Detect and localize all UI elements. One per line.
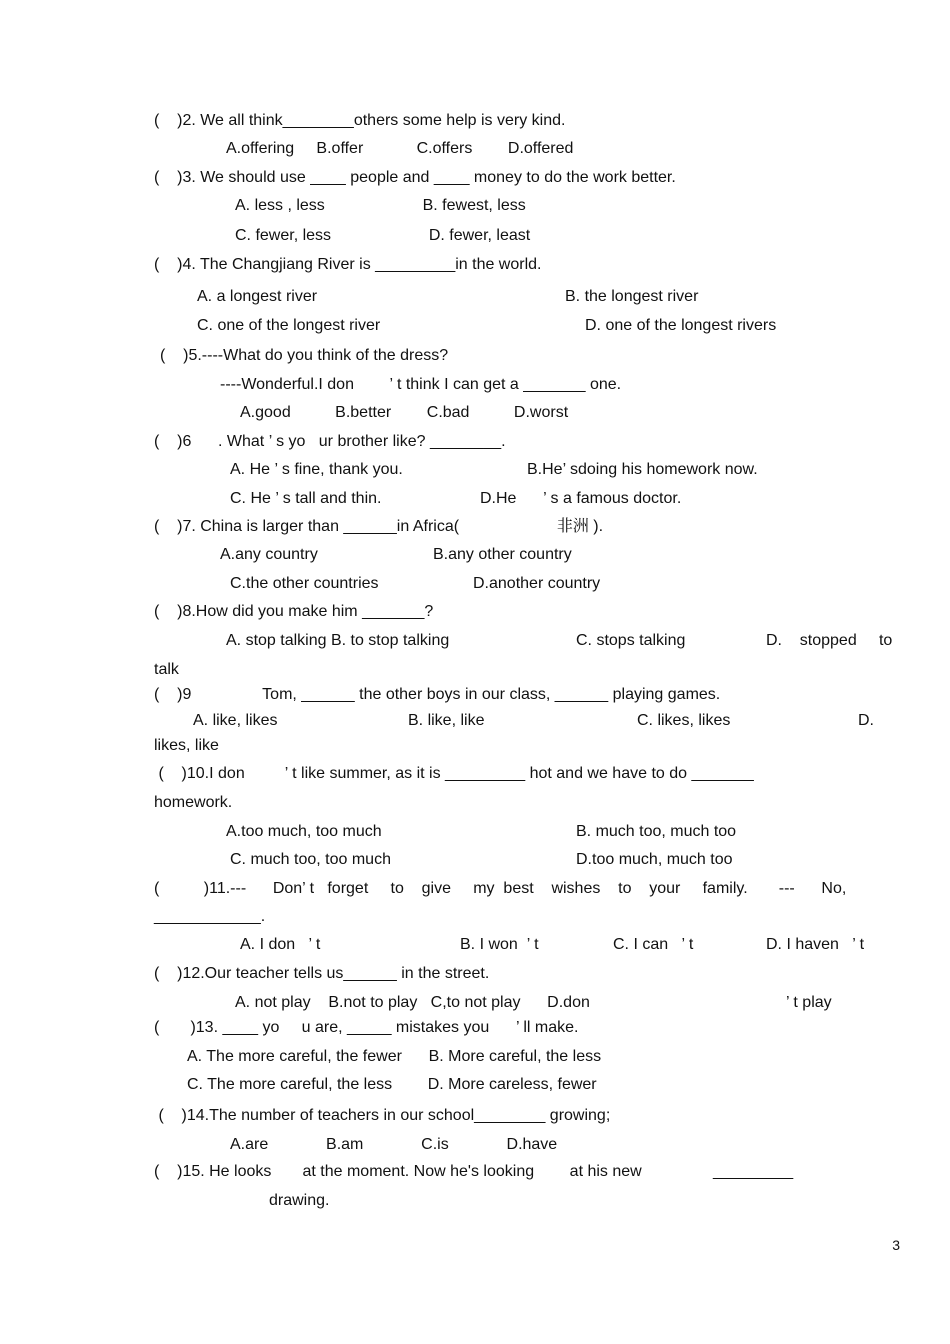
question-4-option-d: D. one of the longest rivers bbox=[585, 317, 777, 334]
page-number: 3 bbox=[892, 1237, 900, 1253]
question-6: ( )6 . What ’ s yo ur brother like? ________. bbox=[154, 433, 506, 450]
question-15-cont: drawing. bbox=[269, 1192, 330, 1209]
question-2: ( )2. We all think________others some help is very kind. bbox=[154, 112, 566, 129]
question-9-option-c: C. likes, likes bbox=[637, 712, 731, 729]
question-11-blank: ____________. bbox=[154, 908, 266, 925]
question-10-option-a: A.too much, too much bbox=[226, 823, 382, 840]
question-9-option-b: B. like, like bbox=[408, 712, 485, 729]
question-11-option-c: C. I can ’ t bbox=[613, 936, 694, 953]
question-8: ( )8.How did you make him _______? bbox=[154, 603, 434, 620]
question-15: ( )15. He looks at the moment. Now he's looking at his new bbox=[154, 1163, 642, 1180]
question-4-option-b: B. the longest river bbox=[565, 288, 699, 305]
question-4-option-c: C. one of the longest river bbox=[197, 317, 381, 334]
question-10-option-b: B. much too, much too bbox=[576, 823, 737, 840]
question-6-option-c: C. He ’ s tall and thin. bbox=[230, 490, 382, 507]
question-10-cont: homework. bbox=[154, 794, 233, 811]
question-13-options-ab: A. The more careful, the fewer B. More careful, the less bbox=[187, 1048, 602, 1065]
question-8-option-d: D. stopped to bbox=[766, 632, 893, 649]
question-3-options-cd: C. fewer, less D. fewer, least bbox=[235, 227, 531, 244]
question-14: ( )14.The number of teachers in our school________ growing; bbox=[154, 1107, 611, 1124]
question-11: ( )11.--- Don’ t forget to give my best wishes to your family. --- No, bbox=[154, 880, 847, 897]
question-13: ( )13. ____ yo u are, _____ mistakes you ’ ll make. bbox=[154, 1019, 579, 1036]
question-5-reply: ----Wonderful.I don ’ t think I can get a _______ one. bbox=[220, 376, 622, 393]
question-10-option-d: D.too much, much too bbox=[576, 851, 733, 868]
question-10-option-c: C. much too, too much bbox=[230, 851, 391, 868]
question-12-option-d-cont: ’ t play bbox=[786, 994, 832, 1011]
question-15-blank: _________ bbox=[713, 1163, 794, 1180]
question-4-option-a: A. a longest river bbox=[197, 288, 318, 305]
question-7-option-c: C.the other countries bbox=[230, 575, 379, 592]
question-13-options-cd: C. The more careful, the less D. More careless, fewer bbox=[187, 1076, 597, 1093]
question-9-option-d-cont: likes, like bbox=[154, 737, 219, 754]
question-11-option-d: D. I haven ’ t bbox=[766, 936, 865, 953]
question-8-options-ab: A. stop talking B. to stop talking bbox=[226, 632, 450, 649]
question-4: ( )4. The Changjiang River is _________in the world. bbox=[154, 256, 542, 273]
question-8-option-d-cont: talk bbox=[154, 661, 179, 678]
question-9-option-a: A. like, likes bbox=[193, 712, 278, 729]
question-9-option-d: D. bbox=[858, 712, 874, 729]
question-3: ( )3. We should use ____ people and ____ money to do the work better. bbox=[154, 169, 676, 186]
question-14-options: A.are B.am C.is D.have bbox=[230, 1136, 558, 1153]
question-10: ( )10.I don ’ t like summer, as it is _________ hot and we have to do _______ bbox=[154, 765, 754, 782]
question-11-option-b: B. I won ’ t bbox=[460, 936, 539, 953]
question-3-options-ab: A. less , less B. fewest, less bbox=[235, 197, 526, 214]
question-11-option-a: A. I don ’ t bbox=[240, 936, 321, 953]
question-6-option-b: B.He’ sdoing his homework now. bbox=[527, 461, 758, 478]
question-2-options: A.offering B.offer C.offers D.offered bbox=[226, 140, 574, 157]
question-7-option-a: A.any country bbox=[220, 546, 318, 563]
question-7-option-d: D.another country bbox=[473, 575, 601, 592]
question-6-option-a: A. He ’ s fine, thank you. bbox=[230, 461, 403, 478]
question-12-options: A. not play B.not to play C,to not play D.don bbox=[235, 994, 590, 1011]
question-7-option-b: B.any other country bbox=[433, 546, 572, 563]
question-7: ( )7. China is larger than ______in Africa( 非洲 ). bbox=[154, 518, 604, 535]
question-9: ( )9 Tom, ______ the other boys in our class, ______ playing games. bbox=[154, 686, 721, 703]
question-8-option-c: C. stops talking bbox=[576, 632, 686, 649]
question-5: ( )5.----What do you think of the dress? bbox=[160, 347, 449, 364]
question-12: ( )12.Our teacher tells us______ in the street. bbox=[154, 965, 490, 982]
question-6-option-d: D.He ’ s a famous doctor. bbox=[480, 490, 682, 507]
question-5-options: A.good B.better C.bad D.worst bbox=[240, 404, 569, 421]
